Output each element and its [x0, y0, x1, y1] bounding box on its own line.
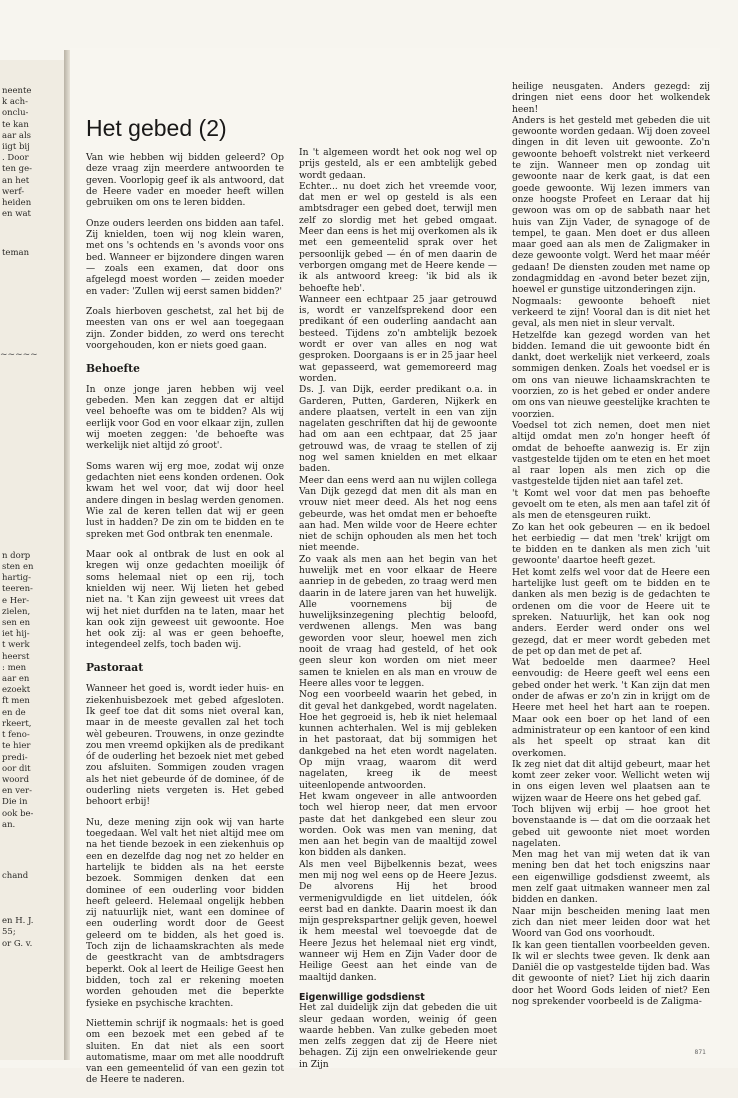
- column-1: [86, 144, 284, 1096]
- column-3-paragraph: Nogmaals: gewoonte behoeft niet verkeerd te zijn! Vooral dan is dit niet het geval, als men niet in sleur vervalt.: [512, 296, 710, 330]
- column-2-paragraph: Nog een voorbeeld waarin het gebed, in dit geval het dankgebed, wordt nagelaten. Hoe het gegroeid is, heb ik niet helemaal kunnen achterhalen. Wel is mij gebleken in het pastoraat, dat bij sommigen het dankgebed na het eten wordt nagelaten. Op mijn vraag, waarom dit werd nagelaten, kreeg ik de meest uiteenlopende antwoorden.: [299, 690, 497, 791]
- column-3-paragraph: Ik zeg niet dat dit altijd gebeurt, maar het komt zeer zeker voor. Wellicht weten wij in ons eigen leven wel plaatsen aan te wijzen waar de Heere ons het gebed gaf.: [512, 759, 710, 804]
- article-page: [70, 48, 720, 1086]
- column-3-paragraph: Ik kan geen tientallen voorbeelden geven. Ik wil er slechts twee geven. Ik denk aan Daniël die op vastgestelde tijden bad. Was dit gewoonte of niet? Liet hij zich daarin door het Woord Gods leiden of niet? Een nog sprekender voorbeeld is de Zaligma-: [512, 940, 710, 1008]
- behoefte-paragraph: Maar ook al ontbrak de lust en ook al kregen wij onze gedachten moeilijk óf soms helemaal niet op een rij, toch knielden wij neer. Wij lieten het gebed niet na. 't Kan zijn geweest uit vrees dat wij het niet durfden na te laten, maar het kan ook zijn geweest uit gewoonte. Hoe het ook zij: al was er geen behoefte, integendeel zelfs, toch baden wij.: [86, 550, 284, 651]
- column-3-paragraph: 't Komt wel voor dat men pas behoefte gevoelt om te eten, als men aan tafel zit óf als men de etensgeuren ruikt.: [512, 488, 710, 522]
- left-fragment-block-4: chand: [2, 870, 29, 881]
- column-2-paragraph: Zo vaak als men aan het begin van het huwelijk met en voor elkaar de Heere aanriep in de gebeden, zo traag werd men daarin in de latere jaren van het huwelijk. Alle voornemens bij de huwelijksinzegening plechtig beloofd, verdwenen allengs. Men was bang geworden voor sleur, hoewel men zich nooit de vraag had gesteld, of het ook geen sleur kon worden om niet meer samen te knielen en als man en vrouw de Heere alles voor te leggen.: [299, 554, 497, 689]
- column-2-paragraph: Echter... nu doet zich het vreemde voor, dat men er wel op gesteld is als een ambtsdrager een gebed doet, terwijl men zelf zo slordig met het gebed omgaat. Meer dan eens is het mij overkomen als ik met een gemeentelid sprak over het persoonlijk gebed — én of men daarin de verborgen omgang met de Heere kende — ik als antwoord kreeg: 'ik bid als ik behoefte heb'.: [299, 181, 497, 294]
- column-2-paragraph: Wanneer een echtpaar 25 jaar getrouwd is, wordt er vanzelfsprekend door een predikant óf een ouderling aandacht aan besteed. Tijdens zo'n ambtelijk bezoek wordt er over van alles en nog wat gesproken. Doorgaans is er in 25 jaar heel wat gepasseerd, wat gememoreerd mag worden.: [299, 294, 497, 384]
- previous-page-edge: [0, 60, 65, 1060]
- column-3-paragraph: Hetzelfde kan gezegd worden van het bidden. Iemand die uit gewoonte bidt én dankt, doet werkelijk niet verkeerd, zoals sommigen denken. Zoals het voedsel er is om ons van nieuwe lichaamskrachten te voorzien, zo is het gebed er onder andere om ons van nieuwe geestelijke krachten te voorzien.: [512, 330, 710, 420]
- intro-paragraph: Onze ouders leerden ons bidden aan tafel. Zij knielden, toen wij nog klein waren, met ons 's ochtends en 's avonds voor ons bed. Wanneer er bijzondere dingen waren — zoals een examen, dat door ons afgelegd moest worden — zeiden moeder en vader: 'Zullen wij eerst samen bidden?': [86, 218, 284, 297]
- heading-eigenwillige: Eigenwillige godsdienst: [299, 991, 425, 1003]
- column-3-paragraph: Voedsel tot zich nemen, doet men niet altijd omdat men zo'n honger heeft óf omdat de behoefte aanwezig is. Er zijn vastgestelde tijden om te eten en het moet al raar lopen als men zich op die vastgestelde tijden niet aan tafel zet.: [512, 420, 710, 488]
- column-2-eigen: [299, 1003, 497, 1071]
- column-3-text: [512, 82, 710, 1008]
- pastoraat-paragraph: Niettemin schrijf ik nogmaals: het is goed om een bezoek met een gebed af te sluiten. En dat niet als een soort automatisme, maar om met alle nooddruft van een gemeentelid óf van een gezin tot de Heere te naderen.: [86, 1018, 284, 1086]
- page-number: 871: [694, 1049, 706, 1056]
- behoefte-paragraph: In onze jonge jaren hebben wij veel gebeden. Men kan zeggen dat er altijd veel behoefte was om te bidden? Als wij eerlijk voor God en voor elkaar zijn, zullen wij moeten zeggen: 'de behoefte was werkelijk niet altijd zó groot'.: [86, 384, 284, 452]
- column-2-paragraph: Meer dan eens werd aan nu wijlen collega Van Dijk gezegd dat men dit als man en vrouw niet meer deed. Als het nog eens gebeurde, was het omdat men er behoefte aan had. Men wilde voor de Heere echter niet de schijn ophouden als men het toch niet meende.: [299, 475, 497, 554]
- column-3-paragraph: Zo kan het ook gebeuren — en ik bedoel het eerbiedig — dat men 'trek' krijgt om te bidden en te danken als men zich 'uit gewoonte' daartoe heeft gezet.: [512, 522, 710, 567]
- column-1-pastoraat: [86, 684, 284, 1086]
- decorative-border: ~~~~~: [0, 349, 38, 360]
- column-3-paragraph: Men mag het van mij weten dat ik van mening ben dat het toch enigszins naar een eigenwillige godsdienst zweemt, als men zelf gaat uitmaken wanneer men zal bidden en danken.: [512, 850, 710, 906]
- column-3-paragraph: Toch blijven wij erbij — hoe groot het bovenstaande is — dat om die oorzaak het gebed uit gewoonte niet moet worden nagelaten.: [512, 805, 710, 849]
- column-3-paragraph: Anders is het gesteld met gebeden die uit gewoonte worden gedaan. Wij doen zoveel dingen in dit leven uit gewoonte. Zo'n gewoonte behoeft volstrekt niet verkeerd te zijn. Wanneer men op zondag uit gewoonte naar de kerk gaat, is dat een goede gewoonte. Wij lezen immers van onze hoogste Profeet en Leraar dat hij gewoon was om op de sabbath naar het huis van Zijn Vader, de synagoge of de tempel, te gaan. Men doet er dus alleen maar goed aan als men de Zaligmaker in deze gewoonte volgt. Werd het maar méér gedaan! De diensten zouden met name op zondagmiddag en -avond beter bezet zijn, hoewel er gunstige uitzonderingen zijn.: [512, 115, 710, 296]
- left-fragment-block-1: neente k ach- onclu- te kan aar als iigt bij . Door ten ge- an het werf- heiden en wat: [2, 86, 32, 220]
- column-2-paragraph: Als men veel Bijbelkennis bezat, wees men mij nog wel eens op de Heere Jezus. De alvorens Hij het brood vermenigvuldigde en liet uitdelen, óók eerst bad en dankte. Daarin moest ik dan mijn gesprekspartner gelijk geven, hoewel ik hem meestal wel toevoegde dat de Heere Jezus het helemaal niet erg vindt, wanneer wij Hem en Zijn Vader door de Heilige Geest aan het einde van de maaltijd danken.: [299, 859, 497, 983]
- behoefte-paragraph: Soms waren wij erg moe, zodat wij onze gedachten niet eens konden ordenen. Ook kwam het wel voor, dat wij door heel andere dingen in beslag werden genomen. Wie zal de keren tellen dat wij er geen lust in hadden? De zin om te bidden en te spreken met God ontbrak ten enenmale.: [86, 461, 284, 540]
- pastoraat-paragraph: Nu, deze mening zijn ook wij van harte toegedaan. Wel valt het niet altijd mee om na het tiende bezoek in een ziekenhuis op een en dezelfde dag nog net zo helder en hartelijk te bidden als na het eerste bezoek. Sommigen denken dat een dominee of een ouderling voor bidden heeft geleerd. Helemaal ongelijk hebben zij natuurlijk niet, want een dominee of een ouderling wordt door de Geest geleerd om te bidden, als het goed is. Toch zijn de lichaamskrachten als mede de geestkracht van de ambtsdragers beperkt. Ook al leert de Heilige Geest hen bidden, toch zal er rekening moeten worden gehouden met die beperkte fysieke en psychische krachten.: [86, 817, 284, 1009]
- column-2-paragraph: Het kwam ongeveer in alle antwoorden toch wel hierop neer, dat men ervoor paste dat het dankgebed een sleur zou worden. Ook was men van mening, dat men aan het begin van de maaltijd zowel kon bidden als danken.: [299, 791, 497, 859]
- column-2-text: [299, 148, 497, 984]
- eigenwillige-paragraph: Het zal duidelijk zijn dat gebeden die uit sleur gedaan worden, weinig óf geen waarde hebben. Van zulke gebeden moet men zelfs zeggen dat zij de Heere niet behagen. Zij zijn een onwelriekende geur in Zijn: [299, 1003, 497, 1070]
- column-1-intro: [86, 153, 284, 352]
- left-fragment-block-2: teman: [2, 248, 30, 259]
- heading-pastoraat: Pastoraat: [86, 661, 144, 675]
- left-fragment-block-5: en H. J. 55; or G. v.: [2, 916, 34, 949]
- column-3-paragraph: heilige neusgaten. Anders gezegd: zij dringen niet eens door het wolkendek heen!: [512, 82, 710, 115]
- article-title: Het gebed (2): [86, 115, 227, 141]
- column-1-behoefte: [86, 385, 284, 652]
- heading-behoefte: Behoefte: [86, 361, 140, 375]
- column-3: [512, 82, 710, 1032]
- column-3-paragraph: Naar mijn bescheiden mening laat men zich dan niet meer leiden door wat het Woord van God ons voorhoudt.: [512, 906, 710, 940]
- left-fragment-block-3: n dorp sten en hartig- teeren- e Her- zielen, sen en iet hij- t werk heerst : men aar en ezoekt ft men en de rkeert, t feno- te hier predi- oor dit woord en ver- Die in ook be- an.: [2, 550, 34, 830]
- intro-paragraph: Van wie hebben wij bidden geleerd? Op deze vraag zijn meerdere antwoorden te geven. Voorlopig geef ik als antwoord, dat de Heere vader en moeder heeft willen gebruiken om ons te leren bidden.: [86, 153, 284, 209]
- intro-paragraph: Zoals hierboven geschetst, zal het bij de meesten van ons er wel aan toegegaan zijn. Zonder bidden, zo werd ons terecht voorgehouden, kon er niets goed gaan.: [86, 306, 284, 351]
- column-2-paragraph: Ds. J. van Dijk, eerder predikant o.a. in Garderen, Putten, Garderen, Nijkerk en andere plaatsen, vertelt in een van zijn nagelaten geschriften dat hij de gewoonte had om aan een echtpaar, dat 25 jaar getrouwd was, de vraag te stellen of zij nog wel samen knielden en met elkaar baden.: [299, 385, 497, 475]
- column-3-paragraph: Het komt zelfs wel voor dat de Heere een hartelijke lust geeft om te bidden en te danken als men bezig is de gedachten te ordenen om die voor de Heere uit te spreken. Natuurlijk, het kan ook nog anders. Eerder werd onder ons wel gezegd, dat er meer wordt gebeden met de pet op dan met de pet af.: [512, 567, 710, 657]
- column-2: [299, 148, 497, 1098]
- column-2-paragraph: In 't algemeen wordt het ook nog wel op prijs gesteld, als er een ambtelijk gebed wordt gedaan.: [299, 148, 497, 181]
- column-3-paragraph: Wat bedoelde men daarmee? Heel eenvoudig: de Heere geeft wel eens een gebed onder het werk. 't Kan zijn dat men onder de afwas er zo'n zin in krijgt om de Heere met heel het hart aan te roepen. Maar ook een boer op het land of een administrateur op een kantoor of een kind als het speelt op straat kan dit overkomen.: [512, 658, 710, 759]
- pastoraat-paragraph: Wanneer het goed is, wordt ieder huis- en ziekenhuisbezoek met gebed afgesloten. Ik geef toe dat dit soms niet overal kan, maar in de meeste gevallen zal het toch wèl gebeuren. Trouwens, in onze gezindte zou men vreemd opkijken als de predikant óf de ouderling het bezoek niet met gebed zou afsluiten. Sommigen zouden vragen als het niet gebeurde óf de dominee, óf de ouderling niets vergeten is. Het gebed behoort erbij!: [86, 684, 284, 808]
